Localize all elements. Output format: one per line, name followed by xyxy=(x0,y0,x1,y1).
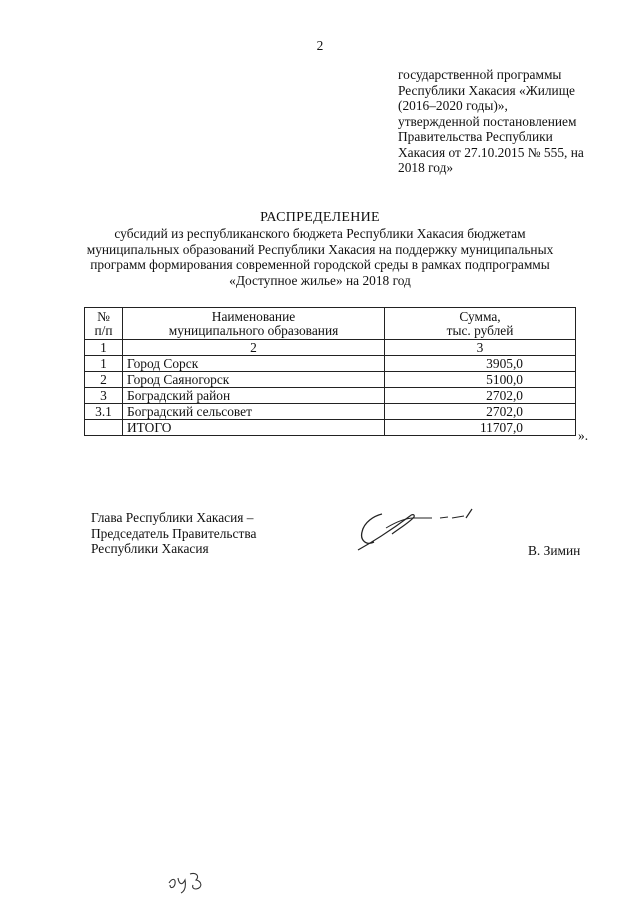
subtitle-line: субсидий из республиканского бюджета Республики Хакасия бюджетам xyxy=(114,226,526,241)
column-number: 2 xyxy=(123,340,385,356)
table-header-row xyxy=(85,308,576,340)
total-row xyxy=(85,420,576,436)
handwritten-initials xyxy=(166,868,208,894)
column-number: 1 xyxy=(85,340,123,356)
header-sum xyxy=(385,308,576,340)
row-number xyxy=(85,420,123,436)
total-sum: 11707,0 xyxy=(385,420,576,436)
header-name-line: муниципального образования xyxy=(168,322,339,338)
header-sum-line: Сумма, xyxy=(459,308,501,324)
row-name: Город Саяногорск xyxy=(123,372,385,388)
subtitle-line: программ формирования современной городской среды в рамках подпрограммы xyxy=(90,257,550,272)
row-name: Боградский сельсовет xyxy=(123,404,385,420)
header-number-line: п/п xyxy=(94,322,113,338)
signatory-position-line: Председатель Правительства xyxy=(91,525,257,541)
document-title: РАСПРЕДЕЛЕНИЕ xyxy=(260,210,380,225)
page-number: 2 xyxy=(316,38,324,53)
row-number: 1 xyxy=(85,356,123,372)
table-row xyxy=(85,388,576,404)
total-label: ИТОГО xyxy=(123,420,385,436)
signatory-position-line: Глава Республики Хакасия – xyxy=(91,510,254,525)
table-row xyxy=(85,356,576,372)
approval-line: Хакасия от 27.10.2015 № 555, на xyxy=(398,144,584,160)
header-name xyxy=(123,308,385,340)
header-sum-line: тыс. рублей xyxy=(446,322,514,338)
handwritten-signature xyxy=(352,506,482,556)
row-name: Боградский район xyxy=(123,388,385,404)
header-name-line: Наименование xyxy=(211,308,296,324)
subtitle-line: «Доступное жилье» на 2018 год xyxy=(229,272,411,288)
approval-line: Правительства Республики xyxy=(398,129,553,144)
distribution-table xyxy=(84,307,576,436)
row-name: Город Сорск xyxy=(123,356,385,372)
document-subtitle xyxy=(50,226,590,288)
signatory-position-line: Республики Хакасия xyxy=(91,541,209,556)
row-number: 3.1 xyxy=(85,404,123,420)
row-number: 3 xyxy=(85,388,123,404)
table-row xyxy=(85,372,576,388)
table-row xyxy=(85,404,576,420)
signer-name: В. Зимин xyxy=(528,543,581,558)
row-sum: 3905,0 xyxy=(385,356,576,372)
approval-line: утвержденной постановлением xyxy=(398,113,577,129)
row-sum: 2702,0 xyxy=(385,404,576,420)
column-number-row xyxy=(85,340,576,356)
signatory-position xyxy=(91,510,311,557)
row-sum: 2702,0 xyxy=(385,388,576,404)
row-sum: 5100,0 xyxy=(385,372,576,388)
column-number: 3 xyxy=(385,340,576,356)
row-number: 2 xyxy=(85,372,123,388)
approval-line: (2016–2020 годы)», xyxy=(398,98,508,113)
closing-quote-mark: ». xyxy=(578,428,589,443)
approval-line: государственной программы xyxy=(398,67,562,82)
header-number xyxy=(85,308,123,340)
approval-reference-block xyxy=(398,67,613,176)
approval-line: 2018 год» xyxy=(398,160,454,175)
approval-line: Республики Хакасия «Жилище xyxy=(398,82,575,98)
subtitle-line: муниципальных образований Республики Хакасия на поддержку муниципальных xyxy=(86,241,554,257)
header-number-line: № xyxy=(97,308,110,324)
